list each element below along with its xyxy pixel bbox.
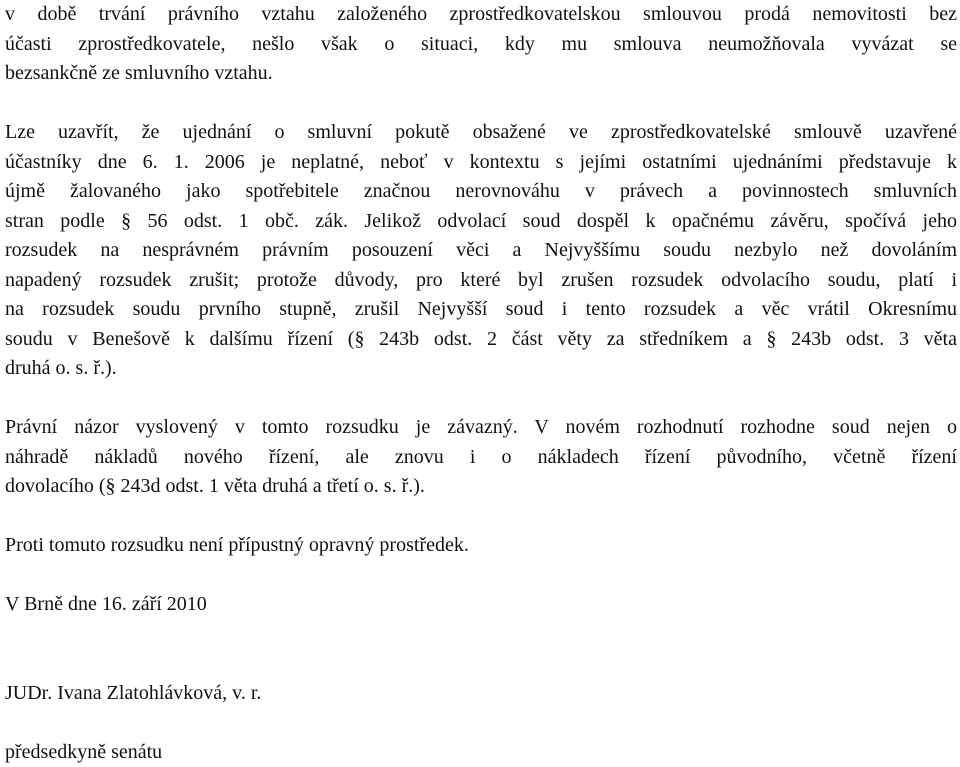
- text-line: újmě žalovaného jako spotřebitele značnou nerovnováhu v právech a povinnostech smluvních: [5, 177, 957, 207]
- paragraph-conclusion: [5, 118, 957, 384]
- text-line: předsedkyně senátu: [5, 738, 957, 767]
- text-line: Proti tomuto rozsudku není přípustný opravný prostředek.: [5, 531, 957, 561]
- document-page: [5, 0, 957, 767]
- paragraph-gap: [5, 620, 957, 650]
- signatory-title: [5, 738, 957, 767]
- text-line: Lze uzavřít, že ujednání o smluvní pokutě obsažené ve zprostředkovatelské smlouvě uzavřené: [5, 118, 957, 148]
- paragraph-gap: [5, 384, 957, 414]
- text-line: účasti zprostředkovatele, nešlo však o situaci, kdy mu smlouva neumožňovala vyvázat se: [5, 30, 957, 60]
- paragraph-gap: [5, 89, 957, 119]
- paragraph-brokerage-context: [5, 0, 957, 89]
- text-line: druhá o. s. ř.).: [5, 354, 957, 384]
- signatory-name: [5, 679, 957, 709]
- text-line: napadený rozsudek zrušit; protože důvody, pro které byl zrušen rozsudek odvolacího soudu, platí i: [5, 266, 957, 296]
- paragraph-no-remedy: [5, 531, 957, 561]
- date-place-line: [5, 590, 957, 620]
- text-line: stran podle § 56 odst. 1 obč. zák. Jelikož odvolací soud dospěl k opačnému závěru, spočívá jeho: [5, 207, 957, 237]
- text-line: na rozsudek soudu prvního stupně, zrušil Nejvyšší soud i tento rozsudek a věc vrátil Okresnímu: [5, 295, 957, 325]
- text-line: v době trvání právního vztahu založeného zprostředkovatelskou smlouvou prodá nemovitosti bez: [5, 0, 957, 30]
- paragraph-legal-opinion: [5, 413, 957, 502]
- text-line: účastníky dne 6. 1. 2006 je neplatné, neboť v kontextu s jejími ostatními ujednáními představuje k: [5, 148, 957, 178]
- text-line: soudu v Benešově k dalšímu řízení (§ 243b odst. 2 část věty za středníkem a § 243b odst. 3 věta: [5, 325, 957, 355]
- text-line: JUDr. Ivana Zlatohlávková, v. r.: [5, 679, 957, 709]
- paragraph-gap: [5, 561, 957, 591]
- paragraph-gap: [5, 708, 957, 738]
- text-line: náhradě nákladů nového řízení, ale znovu i o nákladech řízení původního, včetně řízení: [5, 443, 957, 473]
- text-line: rozsudek na nesprávném právním posouzení věci a Nejvyššímu soudu nezbylo než dovoláním: [5, 236, 957, 266]
- text-line: V Brně dne 16. září 2010: [5, 590, 957, 620]
- text-line: bezsankčně ze smluvního vztahu.: [5, 59, 957, 89]
- paragraph-gap: [5, 649, 957, 679]
- text-line: dovolacího (§ 243d odst. 1 věta druhá a třetí o. s. ř.).: [5, 472, 957, 502]
- paragraph-gap: [5, 502, 957, 532]
- text-line: Právní názor vyslovený v tomto rozsudku je závazný. V novém rozhodnutí rozhodne soud nejen o: [5, 413, 957, 443]
